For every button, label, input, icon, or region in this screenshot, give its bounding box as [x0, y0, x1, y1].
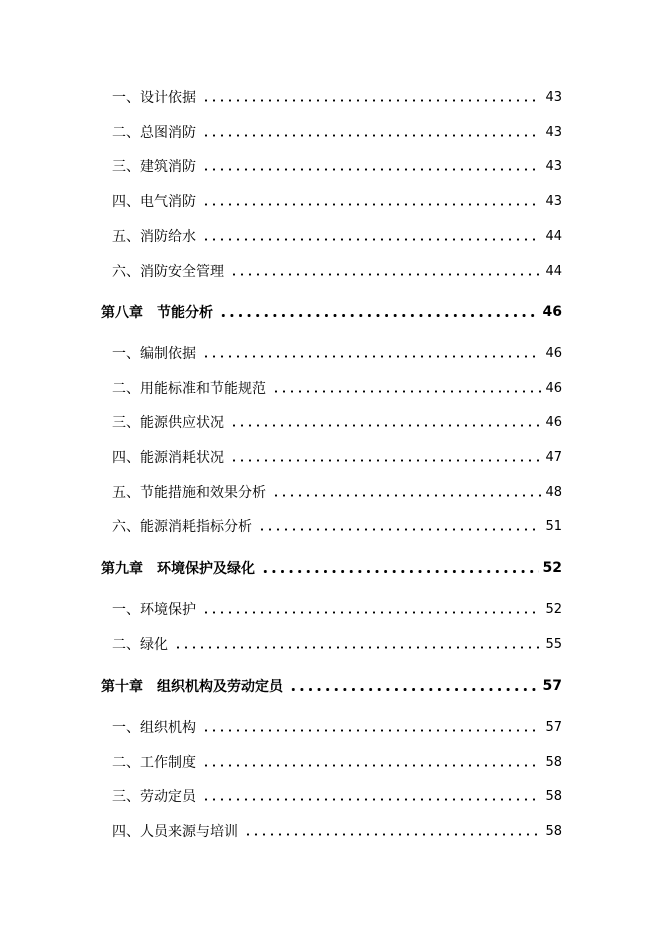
- dot-leader: [230, 459, 541, 462]
- dot-leader: [202, 355, 541, 358]
- entry-number: 二、: [112, 125, 140, 141]
- dot-leader: [230, 273, 541, 276]
- entry-page: 48: [545, 484, 562, 500]
- entry-title: 能源消耗状况: [140, 450, 224, 466]
- entry-number: 四、: [112, 824, 140, 840]
- toc-entry[interactable]: [0, 445, 562, 469]
- dot-leader: [289, 688, 539, 691]
- dot-leader: [202, 611, 541, 614]
- chapter-title: 组织机构及劳动定员: [157, 679, 283, 695]
- dot-leader: [202, 203, 541, 206]
- entry-number: 五、: [112, 229, 140, 245]
- entry-page: 58: [545, 823, 562, 839]
- entry-number: 一、: [112, 90, 140, 106]
- entry-number: 五、: [112, 485, 140, 501]
- entry-number: 三、: [112, 415, 140, 431]
- entry-title: 劳动定员: [140, 789, 196, 805]
- toc-entry[interactable]: [0, 784, 562, 808]
- toc-entry[interactable]: [0, 480, 562, 504]
- dot-leader: [261, 570, 539, 573]
- entry-number: 三、: [112, 789, 140, 805]
- dot-leader: [202, 134, 541, 137]
- toc-entry[interactable]: [0, 259, 562, 283]
- chapter-number: 第八章: [101, 305, 143, 321]
- dot-leader: [202, 764, 541, 767]
- toc-entry[interactable]: [0, 819, 562, 843]
- entry-page: 44: [545, 228, 562, 244]
- dot-leader: [202, 238, 541, 241]
- entry-number: 一、: [112, 602, 140, 618]
- entry-title: 消防给水: [140, 229, 196, 245]
- dot-leader: [174, 646, 541, 649]
- entry-page: 43: [545, 89, 562, 105]
- dot-leader: [219, 314, 539, 317]
- entry-title: 工作制度: [140, 755, 196, 771]
- entry-page: 51: [545, 518, 562, 534]
- entry-page: 43: [545, 158, 562, 174]
- entry-number: 二、: [112, 755, 140, 771]
- chapter-page: 46: [542, 304, 562, 320]
- dot-leader: [258, 528, 541, 531]
- toc-chapter-entry[interactable]: [0, 674, 562, 698]
- toc-entry[interactable]: [0, 224, 562, 248]
- entry-title: 环境保护: [140, 602, 196, 618]
- toc-entry[interactable]: [0, 514, 562, 538]
- entry-title: 编制依据: [140, 346, 196, 362]
- entry-page: 46: [545, 380, 562, 396]
- entry-title: 用能标准和节能规范: [140, 381, 266, 397]
- entry-number: 二、: [112, 381, 140, 397]
- entry-page: 58: [545, 754, 562, 770]
- toc-entry[interactable]: [0, 120, 562, 144]
- entry-page: 46: [545, 414, 562, 430]
- chapter-title: 环境保护及绿化: [157, 561, 255, 577]
- chapter-number: 第九章: [101, 561, 143, 577]
- entry-title: 能源供应状况: [140, 415, 224, 431]
- toc-entry[interactable]: [0, 341, 562, 365]
- dot-leader: [272, 390, 541, 393]
- entry-number: 六、: [112, 264, 140, 280]
- dot-leader: [202, 168, 541, 171]
- entry-number: 三、: [112, 159, 140, 175]
- dot-leader: [272, 494, 541, 497]
- entry-page: 58: [545, 788, 562, 804]
- toc-entry[interactable]: [0, 632, 562, 656]
- entry-number: 一、: [112, 346, 140, 362]
- chapter-number: 第十章: [101, 679, 143, 695]
- dot-leader: [244, 833, 541, 836]
- dot-leader: [202, 729, 541, 732]
- entry-page: 52: [545, 601, 562, 617]
- entry-title: 建筑消防: [140, 159, 196, 175]
- entry-title: 电气消防: [140, 194, 196, 210]
- entry-title: 节能措施和效果分析: [140, 485, 266, 501]
- chapter-title: 节能分析: [157, 305, 213, 321]
- chapter-page: 57: [542, 678, 562, 694]
- entry-page: 55: [545, 636, 562, 652]
- entry-page: 43: [545, 124, 562, 140]
- entry-page: 44: [545, 263, 562, 279]
- entry-title: 人员来源与培训: [140, 824, 238, 840]
- entry-number: 四、: [112, 194, 140, 210]
- toc-entry[interactable]: [0, 715, 562, 739]
- entry-page: 57: [545, 719, 562, 735]
- toc-entry[interactable]: [0, 85, 562, 109]
- entry-number: 四、: [112, 450, 140, 466]
- toc-chapter-entry[interactable]: [0, 300, 562, 324]
- entry-title: 能源消耗指标分析: [140, 519, 252, 535]
- toc-entry[interactable]: [0, 597, 562, 621]
- entry-page: 47: [545, 449, 562, 465]
- entry-number: 六、: [112, 519, 140, 535]
- entry-number: 二、: [112, 637, 140, 653]
- entry-title: 绿化: [140, 637, 168, 653]
- toc-entry[interactable]: [0, 154, 562, 178]
- entry-title: 组织机构: [140, 720, 196, 736]
- dot-leader: [230, 424, 541, 427]
- dot-leader: [202, 798, 541, 801]
- dot-leader: [202, 99, 541, 102]
- chapter-page: 52: [542, 560, 562, 576]
- entry-title: 设计依据: [140, 90, 196, 106]
- toc-entry[interactable]: [0, 410, 562, 434]
- entry-number: 一、: [112, 720, 140, 736]
- toc-entry[interactable]: [0, 750, 562, 774]
- toc-entry[interactable]: [0, 189, 562, 213]
- entry-title: 消防安全管理: [140, 264, 224, 280]
- toc-chapter-entry[interactable]: [0, 556, 562, 580]
- entry-title: 总图消防: [140, 125, 196, 141]
- entry-page: 46: [545, 345, 562, 361]
- entry-page: 43: [545, 193, 562, 209]
- toc-entry[interactable]: [0, 376, 562, 400]
